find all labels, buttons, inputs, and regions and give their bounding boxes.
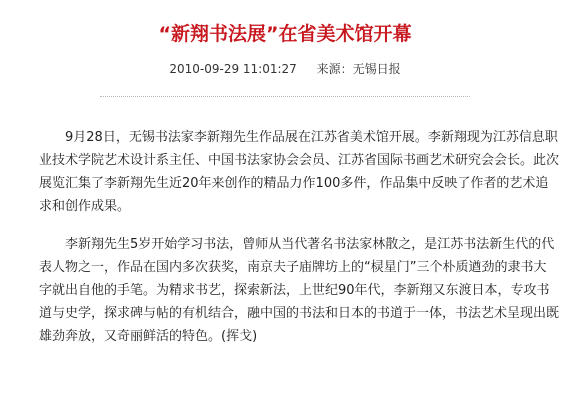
article-meta (0, 61, 570, 77)
publish-date: 2010-09-29 11:01:27 (169, 62, 297, 76)
article-title: “新翔书法展”在省美术馆开幕 (158, 23, 412, 45)
article-source: 来源：无锡日报 (316, 62, 401, 76)
divider (100, 96, 470, 97)
paragraph-1: 9月28日，无锡书法家李新翔先生作品展在江苏省美术馆开展。李新翔现为江苏信息职业技术学院艺术设计系主任、中国书法家协会会员、江苏省国际书画艺术研究会会长。此次展览汇集了李新翔先生近20年来创作的精品力作100多件，作品集中反映了作者的艺术追求和创作成果。 (39, 130, 560, 214)
paragraph-2: 李新翔先生5岁开始学习书法，曾师从当代著名书法家林散之，是江苏书法新生代的代表人物之一，作品在国内多次获奖，南京夫子庙牌坊上的“棂星门”三个朴质遒劲的隶书大字就出自他的手笔。为精求书艺，探索新法，上世纪90年代，李新翔又东渡日本，专攻书道与史学，探求碑与帖的有机结合，融中国的书法和日本的书道于一体，书法艺术呈现出既雄劲奔放，又奇丽鲜活的特色。(挥戈) (39, 237, 560, 344)
article-body (39, 126, 559, 363)
